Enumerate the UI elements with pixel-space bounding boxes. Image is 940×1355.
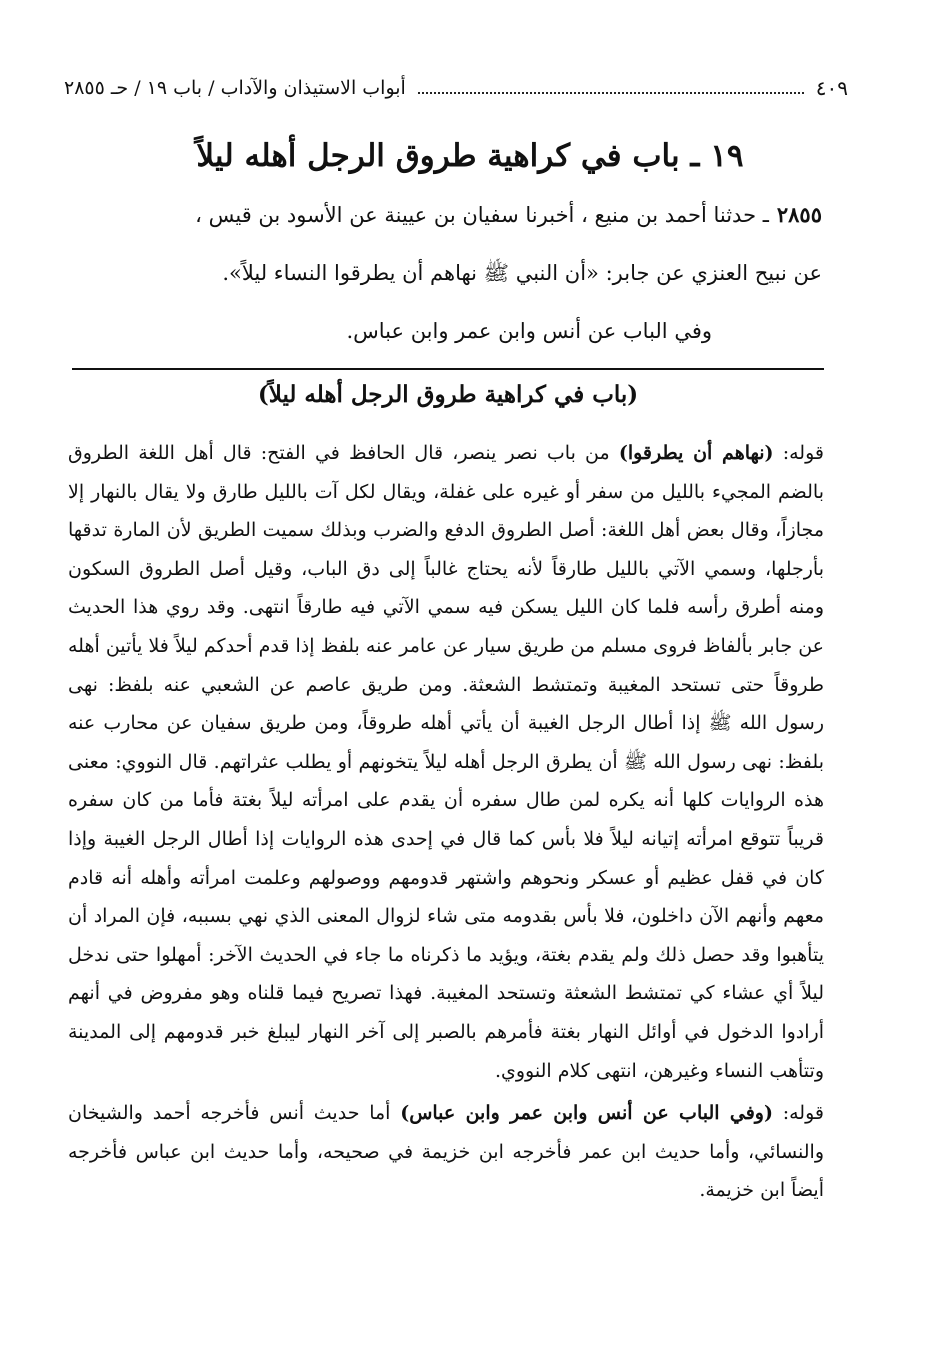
paragraph-lead: قوله: <box>782 442 824 464</box>
running-title: أبواب الاستيذان والآداب / باب ١٩ / حـ ٢٨٥٥ <box>64 77 406 99</box>
quoted-phrase: (نهاهم أن يطرقوا) <box>618 442 774 464</box>
chapter-title: ١٩ ـ باب في كراهية طروق الرجل أهله ليلاً <box>196 138 744 174</box>
hadith-number: ٢٨٥٥ <box>776 202 822 227</box>
paragraph-text: أما حديث أنس فأخرجه أحمد والشيخان والنسائي، وأما حديث ابن عمر فأخرجه ابن خزيمة في صحيحه، وأما حديث ابن عباس فأخرجه أيضاً ابن خزيمة. <box>68 1102 824 1202</box>
paragraph-lead: قوله: <box>782 1102 824 1125</box>
dotted-leader <box>418 92 804 94</box>
hadith-line-1 <box>74 186 822 244</box>
quoted-phrase: (وفي الباب عن أنس وابن عمر وابن عباس) <box>400 1102 773 1125</box>
commentary-paragraph-1 <box>68 434 824 1090</box>
hadith-block <box>74 186 822 360</box>
page-number: ٤٠٩ <box>815 76 848 100</box>
hadith-line-2: عن نبيح العنزي عن جابر: «أن النبي ﷺ نهاهم أن يطرقوا النساء ليلاً». <box>222 261 822 285</box>
running-header <box>64 68 848 108</box>
commentary-paragraph-2 <box>68 1094 824 1210</box>
paragraph-text: من باب نصر ينصر، قال الحافظ في الفتح: قال أهل اللغة الطروق بالضم المجيء بالليل من سفر أو غيره على غفلة، ويقال لكل آت بالليل طارق ولا يقال بالنهار إلا مجازاً، وقال بعض أهل اللغة: أصل الطروق الدفع والضرب وبذلك سميت الطريق لأن المارة تدقها بأرجلها، وسمي الآتي بالليل طارقاً لأنه يحتاج غالباً إلى دق الباب، وقيل أصل الطروق السكون ومنه أطرق رأسه فلما كان الليل يسكن فيه سمي الآتي فيه طارقاً انتهى. وقد روي هذا الحديث عن جابر بألفاظ فروى مسلم من طريق سيار عن عامر عنه بلفظ إذا قدم أحدكم ليلاً فلا يأتين أهله طروقاً حتى تستحد المغيبة وتمتشط الشعثة. ومن طريق عاصم عن الشعبي عنه بلفظ: نهى رسول الله ﷺ إذا أطال الرجل الغيبة أن يأتي أهله طروقاً، ومن طريق سفيان عن محارب عنه بلفظ: نهى رسول الله ﷺ أن يطرق الرجل أهله ليلاً يتخونهم أو يطلب عثراتهم. قال النووي: معنى هذه الروايات كلها أنه يكره لمن طال سفره أن يقدم على امرأته ليلاً بغتة فأما من كان سفره قريباً تتوقع امرأته إتيانه ليلاً فلا بأس كما قال في إحدى هذه الروايات إذا أطال الرجل الغيبة وإذا كان في قفل عظيم أو عسكر ونحوهم واشتهر قدومهم ووصولهم وعلمت امرأته وأهله أنه قادم معهم وأنهم الآن داخلون، فلا بأس بقدومه متى شاء لزوال المعنى الذي نهي بسببه، فإن المراد أن يتأهبوا وقد حصل ذلك ولم يقدم بغتة، ويؤيد ما ذكرناه ما جاء في الحديث الآخر: أمهلوا حتى ندخل ليلاً أي عشاء كي تمتشط الشعثة وتستحد المغيبة. فهذا تصريح فيما قلناه وهو مفروض في أنهم أرادوا الدخول في أوائل النهار بغتة فأمرهم بالصبر إلى آخر النهار ليبلغ خبر قدومهم إلى المدينة وتتأهب النساء وغيرهن، انتهى كلام النووي. <box>68 442 825 1082</box>
commentary-body <box>68 434 824 1210</box>
hadith-chapter-note: وفي الباب عن أنس وابن عمر وابن عباس. <box>346 319 712 343</box>
hadith-isnad: ـ حدثنا أحمد بن منيع ، أخبرنا سفيان بن عيينة عن الأسود بن قيس ، <box>195 203 769 227</box>
commentary-heading: (باب في كراهية طروق الرجل أهله ليلاً) <box>257 381 639 408</box>
